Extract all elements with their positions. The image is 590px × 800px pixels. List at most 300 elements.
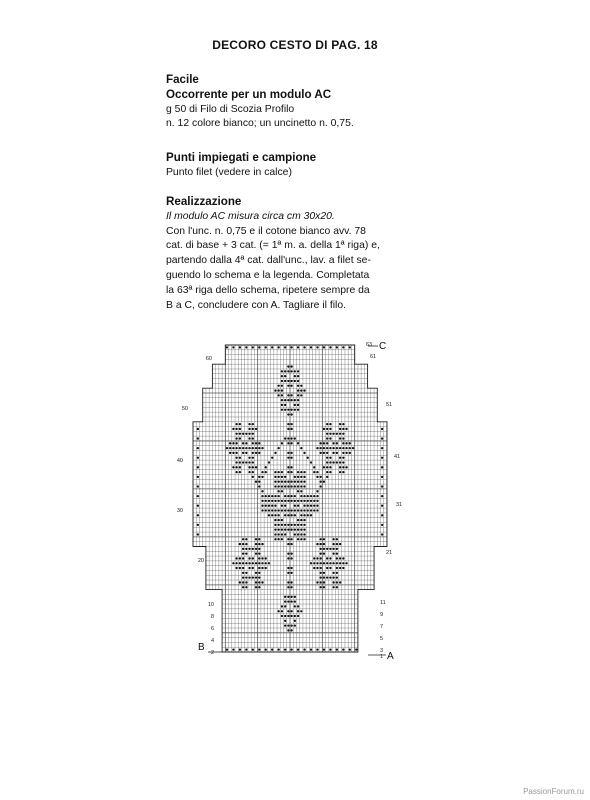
filled-cell: [300, 481, 302, 483]
filled-cell: [287, 428, 289, 430]
filled-cell: [332, 452, 334, 454]
filled-cell: [326, 567, 328, 569]
filled-cell: [281, 385, 283, 387]
filled-cell: [271, 500, 273, 502]
filled-cell: [287, 500, 289, 502]
filled-cell: [255, 586, 257, 588]
filled-cell: [297, 538, 299, 540]
filled-cell: [303, 476, 305, 478]
filled-cell: [245, 442, 247, 444]
filled-cell: [197, 476, 199, 478]
filled-cell: [213, 346, 215, 348]
filled-cell: [323, 572, 325, 574]
filled-cell: [323, 576, 325, 578]
filled-cell: [281, 476, 283, 478]
filled-cell: [323, 543, 325, 545]
filled-cell: [329, 437, 331, 439]
filled-cell: [268, 562, 270, 564]
filled-cell: [258, 576, 260, 578]
filled-cell: [332, 548, 334, 550]
filled-cell: [284, 380, 286, 382]
filled-cell: [320, 442, 322, 444]
row-label-right: 5: [380, 636, 384, 642]
filled-cell: [297, 404, 299, 406]
instructions-line: B a C, concludere con A. Tagliare il filo.: [166, 299, 347, 311]
filled-cell: [235, 433, 237, 435]
filled-cell: [242, 442, 244, 444]
filled-cell: [271, 505, 273, 507]
filled-cell: [281, 610, 283, 612]
filled-cell: [287, 485, 289, 487]
filled-cell: [290, 399, 292, 401]
filled-cell: [252, 428, 254, 430]
row-label-right: 11: [380, 600, 386, 606]
filled-cell: [290, 385, 292, 387]
filled-cell: [281, 490, 283, 492]
filled-cell: [294, 615, 296, 617]
filled-cell: [287, 529, 289, 531]
filled-cell: [300, 476, 302, 478]
filled-cell: [255, 447, 257, 449]
filled-cell: [342, 557, 344, 559]
filled-cell: [323, 548, 325, 550]
filled-cell: [197, 466, 199, 468]
filled-cell: [271, 495, 273, 497]
instructions-heading: Realizzazione: [166, 195, 242, 208]
filled-cell: [252, 452, 254, 454]
filled-cell: [287, 538, 289, 540]
filled-cell: [255, 452, 257, 454]
filled-cell: [245, 648, 247, 650]
filled-cell: [235, 562, 237, 564]
instructions-line: Con l'unc. n. 0,75 e il cotone bianco avv. 78: [166, 225, 366, 237]
filled-cell: [255, 576, 257, 578]
filled-cell: [239, 648, 241, 650]
filled-cell: [219, 346, 221, 348]
filled-cell: [313, 557, 315, 559]
filled-cell: [287, 437, 289, 439]
filled-cell: [336, 648, 338, 650]
filled-cell: [342, 567, 344, 569]
filled-cell: [265, 466, 267, 468]
filled-cell: [252, 476, 254, 478]
filled-cell: [265, 471, 267, 473]
filled-cell: [261, 476, 263, 478]
filled-cell: [245, 586, 247, 588]
filled-cell: [245, 581, 247, 583]
filled-cell: [300, 610, 302, 612]
filled-cell: [281, 380, 283, 382]
filled-cell: [300, 524, 302, 526]
filled-cell: [310, 346, 312, 348]
filled-cell: [242, 548, 244, 550]
row-label-left: 40: [176, 458, 183, 464]
filled-cell: [197, 495, 199, 497]
filled-cell: [297, 394, 299, 396]
filled-cell: [248, 457, 250, 459]
filled-cell: [278, 648, 280, 650]
filled-cell: [239, 346, 241, 348]
filled-cell: [229, 447, 231, 449]
row-label-left: 10: [207, 602, 214, 608]
filled-cell: [281, 538, 283, 540]
filled-cell: [294, 380, 296, 382]
filled-cell: [278, 394, 280, 396]
filled-cell: [336, 346, 338, 348]
filled-cell: [242, 586, 244, 588]
filled-cell: [326, 447, 328, 449]
filled-cell: [242, 543, 244, 545]
filled-cell: [197, 514, 199, 516]
filled-cell: [284, 605, 286, 607]
filled-cell: [349, 346, 351, 348]
filled-cell: [313, 509, 315, 511]
filled-cell: [381, 466, 383, 468]
filled-cell: [284, 524, 286, 526]
filled-cell: [297, 533, 299, 535]
materials-heading: Occorrente per un modulo AC: [166, 87, 332, 101]
filled-cell: [294, 375, 296, 377]
filled-cell: [326, 457, 328, 459]
marker-a: A: [387, 651, 394, 662]
filled-cell: [281, 500, 283, 502]
filled-cell: [245, 447, 247, 449]
filled-cell: [310, 495, 312, 497]
filled-cell: [297, 370, 299, 372]
filled-cell: [281, 519, 283, 521]
filled-cell: [245, 461, 247, 463]
filled-cell: [323, 562, 325, 564]
row-label-right: 1: [380, 654, 384, 660]
filled-cell: [342, 442, 344, 444]
filled-cell: [278, 485, 280, 487]
filled-cell: [258, 481, 260, 483]
row-label-left: 6: [210, 626, 214, 632]
filled-cell: [323, 442, 325, 444]
filled-cell: [381, 533, 383, 535]
filled-cell: [297, 485, 299, 487]
filled-cell: [294, 529, 296, 531]
filled-cell: [281, 404, 283, 406]
filled-cell: [339, 471, 341, 473]
marker-b: B: [198, 642, 205, 653]
filled-cell: [197, 457, 199, 459]
filled-cell: [316, 505, 318, 507]
row-label-left: 30: [176, 508, 183, 514]
filled-cell: [316, 557, 318, 559]
filled-cell: [342, 428, 344, 430]
filled-cell: [326, 442, 328, 444]
filled-cell: [274, 533, 276, 535]
filled-cell: [297, 648, 299, 650]
filled-cell: [320, 538, 322, 540]
filled-cell: [320, 553, 322, 555]
filled-cell: [284, 409, 286, 411]
filled-cell: [381, 447, 383, 449]
filled-cell: [239, 567, 241, 569]
filled-cell: [339, 447, 341, 449]
filled-cell: [303, 500, 305, 502]
filled-cell: [300, 447, 302, 449]
filled-cell: [339, 457, 341, 459]
filled-cell: [197, 447, 199, 449]
filled-cell: [355, 648, 357, 650]
filled-cell: [300, 385, 302, 387]
filled-cell: [278, 389, 280, 391]
filled-cell: [300, 509, 302, 511]
filled-cell: [323, 586, 325, 588]
filled-cell: [297, 529, 299, 531]
filled-cell: [316, 447, 318, 449]
filled-cell: [320, 576, 322, 578]
filled-cell: [290, 557, 292, 559]
filled-cell: [281, 394, 283, 396]
filled-cell: [235, 428, 237, 430]
filled-cell: [381, 495, 383, 497]
row-label-right: 41: [394, 454, 401, 460]
filled-cell: [320, 572, 322, 574]
filled-cell: [339, 562, 341, 564]
filled-cell: [255, 442, 257, 444]
filled-cell: [265, 500, 267, 502]
filled-cell: [329, 346, 331, 348]
filled-cell: [290, 529, 292, 531]
filled-cell: [287, 466, 289, 468]
filled-cell: [310, 500, 312, 502]
filled-cell: [197, 533, 199, 535]
filled-cell: [332, 572, 334, 574]
filled-cell: [226, 346, 228, 348]
filled-cell: [248, 423, 250, 425]
filled-cell: [329, 548, 331, 550]
filled-cell: [316, 581, 318, 583]
filled-cell: [336, 538, 338, 540]
filled-cell: [336, 567, 338, 569]
filled-cell: [320, 567, 322, 569]
filled-cell: [381, 505, 383, 507]
filled-cell: [265, 557, 267, 559]
filled-cell: [235, 557, 237, 559]
filled-cell: [342, 471, 344, 473]
filled-cell: [274, 452, 276, 454]
filled-cell: [206, 346, 208, 348]
filled-cell: [326, 428, 328, 430]
filled-cell: [242, 557, 244, 559]
filled-cell: [290, 495, 292, 497]
filled-cell: [197, 485, 199, 487]
filled-cell: [258, 548, 260, 550]
filled-cell: [242, 562, 244, 564]
filled-cell: [229, 442, 231, 444]
filled-cell: [313, 471, 315, 473]
filled-cell: [274, 500, 276, 502]
filled-cell: [252, 423, 254, 425]
marker-c: C: [379, 341, 387, 352]
filled-cell: [261, 500, 263, 502]
filled-cell: [381, 514, 383, 516]
instructions-line: cat. di base + 3 cat. (= 1ª m. a. della 1ª riga) e,: [166, 240, 380, 252]
filled-cell: [252, 567, 254, 569]
filled-cell: [274, 495, 276, 497]
filled-cell: [297, 442, 299, 444]
filled-cell: [294, 495, 296, 497]
filled-cell: [336, 553, 338, 555]
filled-cell: [294, 605, 296, 607]
filled-cell: [278, 476, 280, 478]
filled-cell: [332, 562, 334, 564]
filled-cell: [239, 433, 241, 435]
filled-cell: [297, 385, 299, 387]
filled-cell: [284, 370, 286, 372]
filled-cell: [287, 399, 289, 401]
filled-cell: [245, 433, 247, 435]
filled-cell: [294, 620, 296, 622]
filled-cell: [313, 500, 315, 502]
filled-cell: [239, 423, 241, 425]
filled-cell: [339, 461, 341, 463]
filled-cell: [307, 514, 309, 516]
filled-cell: [326, 466, 328, 468]
filled-cell: [294, 481, 296, 483]
filled-cell: [290, 442, 292, 444]
filled-cell: [242, 433, 244, 435]
filled-cell: [303, 471, 305, 473]
filled-cell: [268, 495, 270, 497]
filled-cell: [316, 490, 318, 492]
filled-cell: [235, 452, 237, 454]
filled-cell: [248, 466, 250, 468]
filled-cell: [300, 389, 302, 391]
filled-cell: [345, 447, 347, 449]
filled-cell: [197, 505, 199, 507]
filled-cell: [287, 600, 289, 602]
filled-cell: [258, 543, 260, 545]
filled-cell: [326, 461, 328, 463]
filled-cell: [313, 567, 315, 569]
filled-cell: [278, 500, 280, 502]
filled-cell: [239, 437, 241, 439]
filled-cell: [284, 514, 286, 516]
filled-cell: [290, 581, 292, 583]
materials-line: n. 12 colore bianco; un uncinetto n. 0,75.: [166, 118, 354, 130]
filled-cell: [329, 557, 331, 559]
filled-cell: [294, 476, 296, 478]
filled-cell: [281, 533, 283, 535]
filled-cell: [320, 476, 322, 478]
filled-cell: [287, 385, 289, 387]
row-label-left: 60: [205, 356, 212, 362]
filled-cell: [255, 428, 257, 430]
filled-cell: [313, 505, 315, 507]
filled-cell: [316, 509, 318, 511]
filled-cell: [329, 471, 331, 473]
filled-cell: [290, 409, 292, 411]
filled-cell: [303, 529, 305, 531]
filled-cell: [339, 557, 341, 559]
filled-cell: [297, 375, 299, 377]
filled-cell: [235, 437, 237, 439]
filled-cell: [239, 457, 241, 459]
filled-cell: [274, 524, 276, 526]
filled-cell: [278, 481, 280, 483]
filled-cell: [232, 346, 234, 348]
filled-cell: [261, 562, 263, 564]
filled-cell: [245, 576, 247, 578]
filled-cell: [284, 533, 286, 535]
filled-cell: [265, 495, 267, 497]
filled-cell: [329, 457, 331, 459]
filled-cell: [323, 452, 325, 454]
instructions-line: guendo lo schema e la legenda. Completata: [166, 269, 370, 281]
filled-cell: [261, 471, 263, 473]
filled-cell: [287, 509, 289, 511]
filled-cell: [287, 572, 289, 574]
filled-cell: [261, 490, 263, 492]
filled-cell: [261, 447, 263, 449]
filled-cell: [345, 428, 347, 430]
filled-cell: [320, 557, 322, 559]
row-label-left: 20: [197, 558, 204, 564]
filled-cell: [339, 581, 341, 583]
filled-cell: [290, 346, 292, 348]
filled-cell: [245, 543, 247, 545]
filled-cell: [284, 529, 286, 531]
filled-cell: [239, 461, 241, 463]
filled-cell: [300, 519, 302, 521]
filled-cell: [303, 514, 305, 516]
filled-cell: [326, 476, 328, 478]
filled-cell: [290, 648, 292, 650]
filled-cell: [242, 538, 244, 540]
filled-cell: [294, 485, 296, 487]
filled-cell: [235, 466, 237, 468]
filled-cell: [320, 548, 322, 550]
filled-cell: [290, 567, 292, 569]
filled-cell: [278, 533, 280, 535]
filled-cell: [278, 529, 280, 531]
filled-cell: [297, 380, 299, 382]
filled-cell: [287, 553, 289, 555]
filled-cell: [261, 505, 263, 507]
filled-cell: [303, 509, 305, 511]
filled-cell: [297, 605, 299, 607]
filled-cell: [255, 562, 257, 564]
filled-cell: [274, 519, 276, 521]
filled-cell: [235, 457, 237, 459]
filled-cell: [297, 409, 299, 411]
filled-cell: [284, 505, 286, 507]
filled-cell: [326, 562, 328, 564]
filled-cell: [287, 471, 289, 473]
filled-cell: [248, 567, 250, 569]
filled-cell: [287, 615, 289, 617]
filled-cell: [316, 495, 318, 497]
filled-cell: [284, 596, 286, 598]
filled-cell: [300, 471, 302, 473]
filled-cell: [255, 581, 257, 583]
filled-cell: [287, 596, 289, 598]
filled-cell: [258, 553, 260, 555]
filled-cell: [336, 442, 338, 444]
filled-cell: [287, 452, 289, 454]
filled-cell: [258, 452, 260, 454]
filled-cell: [342, 648, 344, 650]
filled-cell: [274, 505, 276, 507]
filled-cell: [316, 543, 318, 545]
filled-cell: [245, 452, 247, 454]
row-label-right: 31: [396, 502, 403, 508]
filled-cell: [281, 481, 283, 483]
